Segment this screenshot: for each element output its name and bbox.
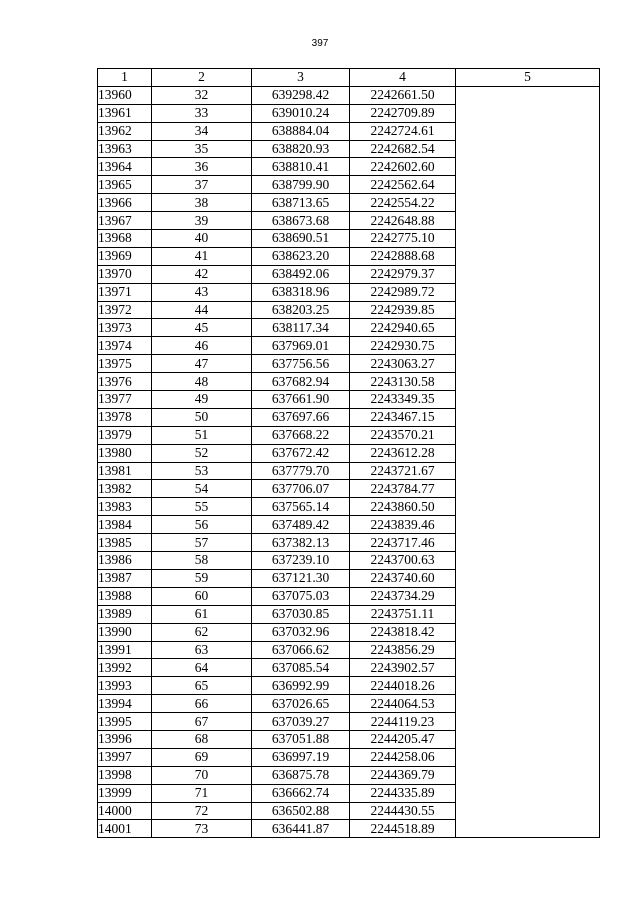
cell-y-coordinate: 2242554.22 (350, 194, 456, 212)
cell-point-id: 13998 (98, 766, 152, 784)
table-row (98, 802, 600, 820)
cell-x-coordinate: 637565.14 (252, 498, 350, 516)
cell-point-id: 13963 (98, 140, 152, 158)
cell-note (456, 337, 600, 355)
cell-y-coordinate: 2243717.46 (350, 534, 456, 552)
cell-point-id: 13976 (98, 373, 152, 391)
cell-note (456, 677, 600, 695)
cell-x-coordinate: 637706.07 (252, 480, 350, 498)
cell-x-coordinate: 638492.06 (252, 265, 350, 283)
cell-point-number: 38 (152, 194, 252, 212)
cell-y-coordinate: 2242682.54 (350, 140, 456, 158)
cell-note (456, 820, 600, 838)
table-row (98, 104, 600, 122)
table-row (98, 659, 600, 677)
table-row (98, 784, 600, 802)
cell-y-coordinate: 2242888.68 (350, 247, 456, 265)
cell-note (456, 695, 600, 713)
cell-x-coordinate: 637051.88 (252, 730, 350, 748)
cell-x-coordinate: 637682.94 (252, 373, 350, 391)
table-row (98, 552, 600, 570)
cell-x-coordinate: 639010.24 (252, 104, 350, 122)
column-header-4: 4 (350, 69, 456, 87)
cell-note (456, 140, 600, 158)
table-row (98, 480, 600, 498)
cell-point-number: 42 (152, 265, 252, 283)
table-row (98, 265, 600, 283)
cell-y-coordinate: 2244064.53 (350, 695, 456, 713)
cell-x-coordinate: 638810.41 (252, 158, 350, 176)
cell-y-coordinate: 2243856.29 (350, 641, 456, 659)
table-row (98, 587, 600, 605)
cell-x-coordinate: 637661.90 (252, 391, 350, 409)
cell-note (456, 283, 600, 301)
cell-y-coordinate: 2243860.50 (350, 498, 456, 516)
cell-point-id: 13967 (98, 212, 152, 230)
cell-point-id: 13995 (98, 713, 152, 731)
cell-point-number: 66 (152, 695, 252, 713)
table-row (98, 695, 600, 713)
cell-x-coordinate: 638690.51 (252, 230, 350, 248)
table-row (98, 641, 600, 659)
cell-point-number: 59 (152, 569, 252, 587)
cell-point-number: 44 (152, 301, 252, 319)
cell-note (456, 784, 600, 802)
cell-note (456, 766, 600, 784)
cell-y-coordinate: 2244430.55 (350, 802, 456, 820)
cell-point-id: 14000 (98, 802, 152, 820)
cell-point-number: 34 (152, 122, 252, 140)
table-body (98, 86, 600, 837)
cell-note (456, 319, 600, 337)
table-row (98, 391, 600, 409)
cell-note (456, 748, 600, 766)
cell-x-coordinate: 637489.42 (252, 516, 350, 534)
cell-x-coordinate: 637121.30 (252, 569, 350, 587)
header-row (98, 69, 600, 87)
table-row (98, 176, 600, 194)
cell-note (456, 569, 600, 587)
cell-x-coordinate: 637066.62 (252, 641, 350, 659)
cell-point-number: 32 (152, 86, 252, 104)
cell-y-coordinate: 2242979.37 (350, 265, 456, 283)
cell-point-id: 13990 (98, 623, 152, 641)
cell-note (456, 158, 600, 176)
cell-x-coordinate: 638799.90 (252, 176, 350, 194)
cell-point-id: 13984 (98, 516, 152, 534)
cell-y-coordinate: 2243734.29 (350, 587, 456, 605)
cell-y-coordinate: 2242661.50 (350, 86, 456, 104)
cell-y-coordinate: 2244335.89 (350, 784, 456, 802)
cell-x-coordinate: 636992.99 (252, 677, 350, 695)
cell-point-id: 13985 (98, 534, 152, 552)
cell-point-id: 13975 (98, 355, 152, 373)
cell-y-coordinate: 2243063.27 (350, 355, 456, 373)
cell-point-id: 14001 (98, 820, 152, 838)
cell-y-coordinate: 2242602.60 (350, 158, 456, 176)
cell-point-id: 13968 (98, 230, 152, 248)
cell-point-number: 35 (152, 140, 252, 158)
column-header-3: 3 (252, 69, 350, 87)
cell-point-number: 51 (152, 426, 252, 444)
cell-point-number: 39 (152, 212, 252, 230)
cell-y-coordinate: 2243570.21 (350, 426, 456, 444)
cell-point-id: 13964 (98, 158, 152, 176)
table-row (98, 623, 600, 641)
cell-x-coordinate: 638673.68 (252, 212, 350, 230)
cell-point-id: 13974 (98, 337, 152, 355)
cell-note (456, 408, 600, 426)
cell-note (456, 194, 600, 212)
table-row (98, 140, 600, 158)
cell-point-id: 13999 (98, 784, 152, 802)
cell-x-coordinate: 637668.22 (252, 426, 350, 444)
cell-note (456, 605, 600, 623)
cell-point-id: 13977 (98, 391, 152, 409)
cell-note (456, 498, 600, 516)
cell-y-coordinate: 2243751.11 (350, 605, 456, 623)
table-row (98, 569, 600, 587)
cell-x-coordinate: 636875.78 (252, 766, 350, 784)
cell-point-number: 70 (152, 766, 252, 784)
cell-y-coordinate: 2243130.58 (350, 373, 456, 391)
cell-y-coordinate: 2243700.63 (350, 552, 456, 570)
cell-y-coordinate: 2243467.15 (350, 408, 456, 426)
cell-point-number: 60 (152, 587, 252, 605)
cell-point-id: 13986 (98, 552, 152, 570)
cell-x-coordinate: 637026.65 (252, 695, 350, 713)
cell-note (456, 355, 600, 373)
cell-point-number: 33 (152, 104, 252, 122)
cell-point-id: 13973 (98, 319, 152, 337)
cell-y-coordinate: 2242989.72 (350, 283, 456, 301)
cell-x-coordinate: 638623.20 (252, 247, 350, 265)
cell-point-id: 13982 (98, 480, 152, 498)
table-row (98, 713, 600, 731)
table-row (98, 444, 600, 462)
cell-x-coordinate: 637039.27 (252, 713, 350, 731)
cell-y-coordinate: 2244119.23 (350, 713, 456, 731)
cell-x-coordinate: 637239.10 (252, 552, 350, 570)
cell-point-number: 69 (152, 748, 252, 766)
cell-note (456, 641, 600, 659)
cell-x-coordinate: 636662.74 (252, 784, 350, 802)
cell-point-id: 13992 (98, 659, 152, 677)
cell-point-number: 46 (152, 337, 252, 355)
cell-note (456, 534, 600, 552)
cell-y-coordinate: 2243721.67 (350, 462, 456, 480)
cell-note (456, 552, 600, 570)
table-row (98, 766, 600, 784)
cell-point-number: 56 (152, 516, 252, 534)
cell-point-id: 13961 (98, 104, 152, 122)
cell-point-number: 68 (152, 730, 252, 748)
cell-point-id: 13993 (98, 677, 152, 695)
cell-point-id: 13960 (98, 86, 152, 104)
cell-x-coordinate: 637969.01 (252, 337, 350, 355)
cell-note (456, 373, 600, 391)
table-row (98, 534, 600, 552)
cell-y-coordinate: 2243839.46 (350, 516, 456, 534)
table-row (98, 337, 600, 355)
table-row (98, 158, 600, 176)
cell-y-coordinate: 2244258.06 (350, 748, 456, 766)
table-row (98, 605, 600, 623)
cell-note (456, 426, 600, 444)
cell-point-id: 13971 (98, 283, 152, 301)
table-row (98, 462, 600, 480)
cell-note (456, 230, 600, 248)
cell-y-coordinate: 2243612.28 (350, 444, 456, 462)
cell-y-coordinate: 2244018.26 (350, 677, 456, 695)
cell-point-id: 13979 (98, 426, 152, 444)
cell-x-coordinate: 638713.65 (252, 194, 350, 212)
table-row (98, 86, 600, 104)
column-header-5: 5 (456, 69, 600, 87)
cell-point-id: 13966 (98, 194, 152, 212)
cell-point-id: 13972 (98, 301, 152, 319)
cell-point-number: 63 (152, 641, 252, 659)
column-header-1: 1 (98, 69, 152, 87)
cell-point-number: 71 (152, 784, 252, 802)
cell-note (456, 301, 600, 319)
cell-point-id: 13994 (98, 695, 152, 713)
cell-point-number: 37 (152, 176, 252, 194)
table-row (98, 194, 600, 212)
column-header-2: 2 (152, 69, 252, 87)
cell-point-number: 57 (152, 534, 252, 552)
cell-x-coordinate: 638117.34 (252, 319, 350, 337)
cell-y-coordinate: 2243349.35 (350, 391, 456, 409)
cell-note (456, 86, 600, 104)
table-row (98, 730, 600, 748)
table-row (98, 373, 600, 391)
cell-y-coordinate: 2242939.85 (350, 301, 456, 319)
table-row (98, 355, 600, 373)
cell-x-coordinate: 637085.54 (252, 659, 350, 677)
cell-point-id: 13981 (98, 462, 152, 480)
cell-point-number: 41 (152, 247, 252, 265)
cell-y-coordinate: 2243818.42 (350, 623, 456, 641)
cell-y-coordinate: 2242724.61 (350, 122, 456, 140)
cell-note (456, 480, 600, 498)
cell-x-coordinate: 637382.13 (252, 534, 350, 552)
cell-y-coordinate: 2244518.89 (350, 820, 456, 838)
cell-note (456, 462, 600, 480)
cell-note (456, 265, 600, 283)
cell-point-number: 61 (152, 605, 252, 623)
cell-y-coordinate: 2243784.77 (350, 480, 456, 498)
table-row (98, 122, 600, 140)
cell-y-coordinate: 2242648.88 (350, 212, 456, 230)
cell-x-coordinate: 637697.66 (252, 408, 350, 426)
table-row (98, 301, 600, 319)
cell-note (456, 212, 600, 230)
cell-note (456, 516, 600, 534)
cell-note (456, 730, 600, 748)
cell-point-number: 72 (152, 802, 252, 820)
cell-x-coordinate: 636502.88 (252, 802, 350, 820)
cell-point-number: 55 (152, 498, 252, 516)
cell-point-number: 48 (152, 373, 252, 391)
cell-point-number: 40 (152, 230, 252, 248)
cell-x-coordinate: 636997.19 (252, 748, 350, 766)
cell-point-id: 13980 (98, 444, 152, 462)
cell-note (456, 391, 600, 409)
cell-note (456, 659, 600, 677)
cell-note (456, 623, 600, 641)
table-row (98, 677, 600, 695)
cell-x-coordinate: 638884.04 (252, 122, 350, 140)
cell-point-number: 65 (152, 677, 252, 695)
cell-x-coordinate: 638820.93 (252, 140, 350, 158)
page-number: 397 (311, 38, 329, 49)
cell-x-coordinate: 637779.70 (252, 462, 350, 480)
cell-point-id: 13996 (98, 730, 152, 748)
cell-point-id: 13988 (98, 587, 152, 605)
table-row (98, 212, 600, 230)
cell-y-coordinate: 2242562.64 (350, 176, 456, 194)
cell-point-id: 13978 (98, 408, 152, 426)
cell-note (456, 247, 600, 265)
cell-point-id: 13997 (98, 748, 152, 766)
cell-x-coordinate: 639298.42 (252, 86, 350, 104)
cell-y-coordinate: 2244205.47 (350, 730, 456, 748)
cell-x-coordinate: 638318.96 (252, 283, 350, 301)
table-row (98, 748, 600, 766)
cell-note (456, 122, 600, 140)
cell-point-number: 54 (152, 480, 252, 498)
cell-point-number: 53 (152, 462, 252, 480)
cell-point-number: 67 (152, 713, 252, 731)
table-row (98, 408, 600, 426)
cell-note (456, 587, 600, 605)
cell-point-id: 13989 (98, 605, 152, 623)
table-row (98, 319, 600, 337)
cell-point-number: 45 (152, 319, 252, 337)
cell-x-coordinate: 637672.42 (252, 444, 350, 462)
cell-point-id: 13991 (98, 641, 152, 659)
table-row (98, 426, 600, 444)
cell-point-id: 13987 (98, 569, 152, 587)
cell-point-id: 13969 (98, 247, 152, 265)
cell-note (456, 713, 600, 731)
cell-point-number: 62 (152, 623, 252, 641)
table-row (98, 820, 600, 838)
cell-note (456, 176, 600, 194)
cell-x-coordinate: 637756.56 (252, 355, 350, 373)
coordinates-table (97, 68, 600, 838)
cell-point-number: 73 (152, 820, 252, 838)
cell-y-coordinate: 2242709.89 (350, 104, 456, 122)
table-row (98, 283, 600, 301)
cell-note (456, 444, 600, 462)
cell-point-id: 13983 (98, 498, 152, 516)
cell-y-coordinate: 2242775.10 (350, 230, 456, 248)
cell-point-number: 47 (152, 355, 252, 373)
cell-point-number: 52 (152, 444, 252, 462)
cell-point-number: 50 (152, 408, 252, 426)
cell-note (456, 802, 600, 820)
cell-y-coordinate: 2244369.79 (350, 766, 456, 784)
cell-x-coordinate: 637032.96 (252, 623, 350, 641)
table-header (98, 69, 600, 87)
cell-point-number: 49 (152, 391, 252, 409)
cell-point-id: 13962 (98, 122, 152, 140)
cell-point-number: 64 (152, 659, 252, 677)
table-row (98, 516, 600, 534)
cell-y-coordinate: 2242940.65 (350, 319, 456, 337)
cell-y-coordinate: 2243902.57 (350, 659, 456, 677)
cell-y-coordinate: 2242930.75 (350, 337, 456, 355)
cell-x-coordinate: 638203.25 (252, 301, 350, 319)
cell-x-coordinate: 637075.03 (252, 587, 350, 605)
table-row (98, 498, 600, 516)
cell-point-number: 58 (152, 552, 252, 570)
cell-point-id: 13965 (98, 176, 152, 194)
cell-point-id: 13970 (98, 265, 152, 283)
cell-note (456, 104, 600, 122)
cell-x-coordinate: 637030.85 (252, 605, 350, 623)
cell-y-coordinate: 2243740.60 (350, 569, 456, 587)
cell-point-number: 36 (152, 158, 252, 176)
table-row (98, 247, 600, 265)
table-row (98, 230, 600, 248)
cell-point-number: 43 (152, 283, 252, 301)
cell-x-coordinate: 636441.87 (252, 820, 350, 838)
